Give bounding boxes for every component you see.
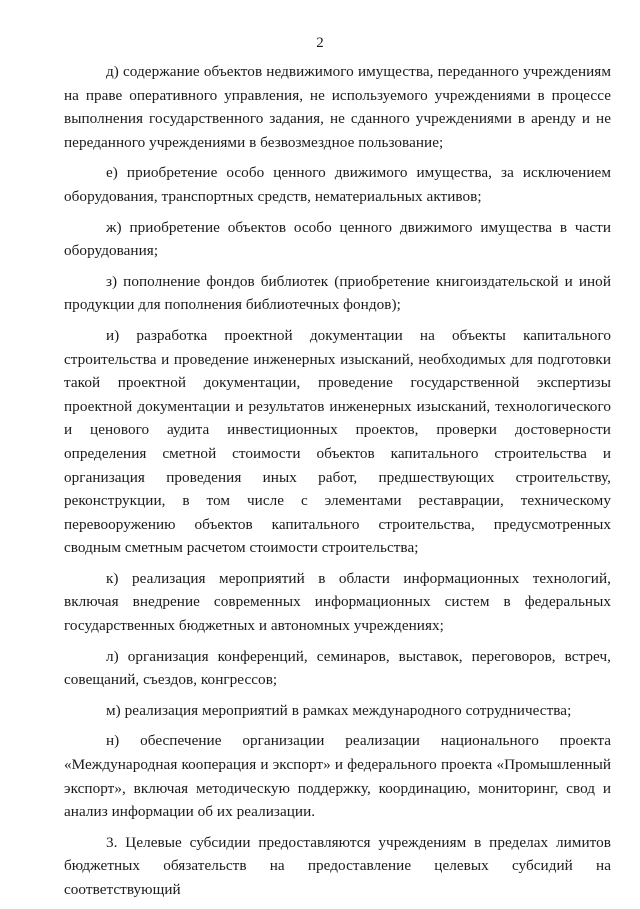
paragraph-zh: ж) приобретение объектов особо ценного движимого имущества в части оборудования; — [64, 218, 611, 260]
paragraph-k: к) реализация мероприятий в области информационных технологий, включая внедрение современных информационных систем в федеральных государственных бюджетных и автономных учреждениях; — [64, 569, 611, 635]
paragraph-z: з) пополнение фондов библиотек (приобретение книгоиздательской и иной продукции для пополнения библиотечных фондов); — [64, 272, 611, 314]
page-number: 2 — [316, 35, 324, 51]
document-body — [64, 60, 611, 909]
paragraph-l: л) организация конференций, семинаров, выставок, переговоров, встреч, совещаний, съездов, конгрессов; — [64, 647, 611, 689]
paragraph-3: 3. Целевые субсидии предоставляются учреждениям в пределах лимитов бюджетных обязательств на предоставление целевых субсидий на соответствующий — [64, 833, 611, 898]
paragraph-i: и) разработка проектной документации на объекты капитального строительства и проведение инженерных изысканий, необходимых для подготовки такой проектной документации, проведение государственной экспертизы проектной документации и результатов инженерных изысканий, технологического и ценового аудита инвестиционных проектов, проверки достоверности определения сметной стоимости объектов капитального строительства и организация проведения иных работ, предшествующих строительству, реконструкции, в том числе с элементами реставрации, техническому перевооружению объектов капитального строительства, предусмотренных сводным сметным расчетом стоимости строительства; — [64, 326, 611, 557]
paragraph-m: м) реализация мероприятий в рамках международного сотрудничества; — [106, 701, 572, 719]
paragraph-n: н) обеспечение организации реализации национального проекта «Международная кооперация и экспорт» и федерального проекта «Промышленный экспорт», включая методическую поддержку, координацию, мониторинг, свод и анализ информации об их реализации. — [64, 732, 611, 821]
paragraph-e: е) приобретение особо ценного движимого имущества, за исключением оборудования, транспортных средств, нематериальных активов; — [64, 164, 611, 205]
paragraph-d: д) содержание объектов недвижимого имущества, переданного учреждениям на праве оперативного управления, не используемого учреждениями в процессе выполнения государственного задания, не сданного учреждениями в аренду и не переданного учреждениями в безвозмездное пользование; — [64, 63, 611, 151]
